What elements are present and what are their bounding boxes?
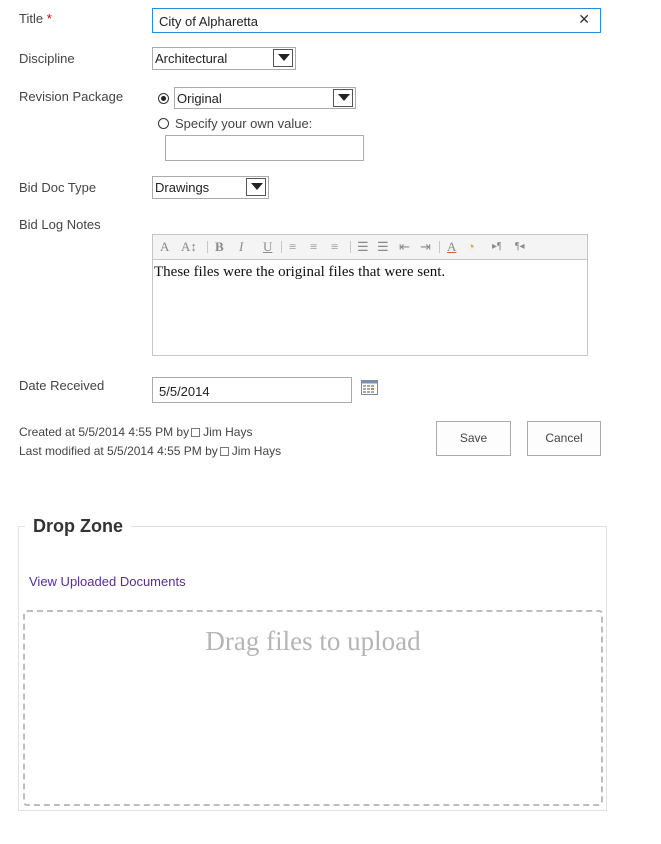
bid-log-notes-text: These files were the original files that were sent. [154, 264, 446, 280]
bold-icon[interactable]: B [215, 239, 224, 254]
revision-own-value-radio[interactable] [158, 118, 169, 129]
presence-icon [191, 428, 200, 437]
created-user[interactable]: Jim Hays [203, 425, 253, 439]
chevron-down-icon[interactable] [246, 178, 266, 196]
required-mark: * [46, 11, 52, 26]
date-received-value: 5/5/2014 [159, 384, 210, 399]
title-label [19, 11, 52, 26]
align-center-icon[interactable]: ≡ [310, 239, 318, 254]
revision-package-select[interactable] [174, 87, 356, 109]
toolbar-divider [281, 241, 282, 253]
view-uploaded-documents-link[interactable]: View Uploaded Documents [29, 574, 186, 589]
bid-log-notes-editor[interactable] [152, 259, 588, 356]
chevron-down-icon[interactable] [273, 49, 293, 67]
own-value-label: Specify your own value: [175, 116, 313, 131]
highlight-icon[interactable]: ◔ [467, 239, 475, 254]
file-drop-area[interactable] [23, 610, 603, 806]
modified-info [19, 444, 281, 458]
date-received-input[interactable] [152, 377, 352, 403]
align-left-icon[interactable]: ≡ [289, 239, 297, 254]
toolbar-divider [207, 241, 208, 253]
rich-text-toolbar [152, 234, 588, 260]
title-input[interactable] [152, 8, 601, 33]
font-color-icon[interactable]: A [160, 239, 170, 254]
ltr-icon[interactable]: ▸¶ [492, 241, 502, 252]
rtl-icon[interactable]: ¶◂ [515, 241, 525, 252]
cancel-button[interactable]: Cancel [527, 421, 601, 456]
modified-user[interactable]: Jim Hays [231, 444, 282, 458]
revision-choice-radio[interactable] [158, 93, 169, 104]
decrease-indent-icon[interactable]: ⇤ [399, 239, 410, 254]
date-received-label: Date Received [19, 378, 105, 393]
revision-package-label: Revision Package [19, 89, 124, 104]
discipline-label: Discipline [19, 51, 75, 66]
bid-log-notes-label: Bid Log Notes [19, 217, 101, 232]
align-right-icon[interactable]: ≡ [331, 239, 339, 254]
font-size-icon[interactable]: A↕ [181, 239, 197, 254]
bid-doc-type-select[interactable] [152, 176, 269, 199]
drop-zone-legend: Drop Zone [25, 516, 131, 537]
chevron-down-icon[interactable] [333, 89, 353, 107]
toolbar-divider [439, 241, 440, 253]
created-text: Created at 5/5/2014 4:55 PM by [19, 425, 190, 439]
toolbar-divider [350, 241, 351, 253]
text-color-icon[interactable]: A [447, 239, 457, 254]
revision-package-select-value: Original [177, 91, 222, 106]
discipline-select[interactable] [152, 47, 296, 70]
italic-icon[interactable]: I [239, 239, 244, 254]
bid-doc-type-label: Bid Doc Type [19, 180, 97, 195]
own-value-input[interactable] [165, 135, 364, 161]
calendar-icon[interactable] [361, 380, 378, 395]
bid-doc-type-select-value: Drawings [155, 180, 210, 195]
clear-icon[interactable]: ✕ [578, 12, 590, 28]
drop-hint: Drag files to upload [205, 626, 421, 656]
presence-icon [220, 447, 229, 456]
created-info [19, 425, 252, 439]
modified-text: Last modified at 5/5/2014 4:55 PM by [19, 444, 218, 458]
discipline-select-value: Architectural [155, 51, 228, 66]
increase-indent-icon[interactable]: ⇥ [420, 239, 431, 254]
bulleted-list-icon[interactable]: ☰ [377, 239, 389, 254]
numbered-list-icon[interactable]: ☰ [357, 239, 369, 254]
underline-icon[interactable]: U [263, 239, 273, 254]
title-input-value: City of Alpharetta [159, 14, 258, 29]
title-label-text: Title [19, 11, 44, 26]
save-button[interactable]: Save [436, 421, 511, 456]
